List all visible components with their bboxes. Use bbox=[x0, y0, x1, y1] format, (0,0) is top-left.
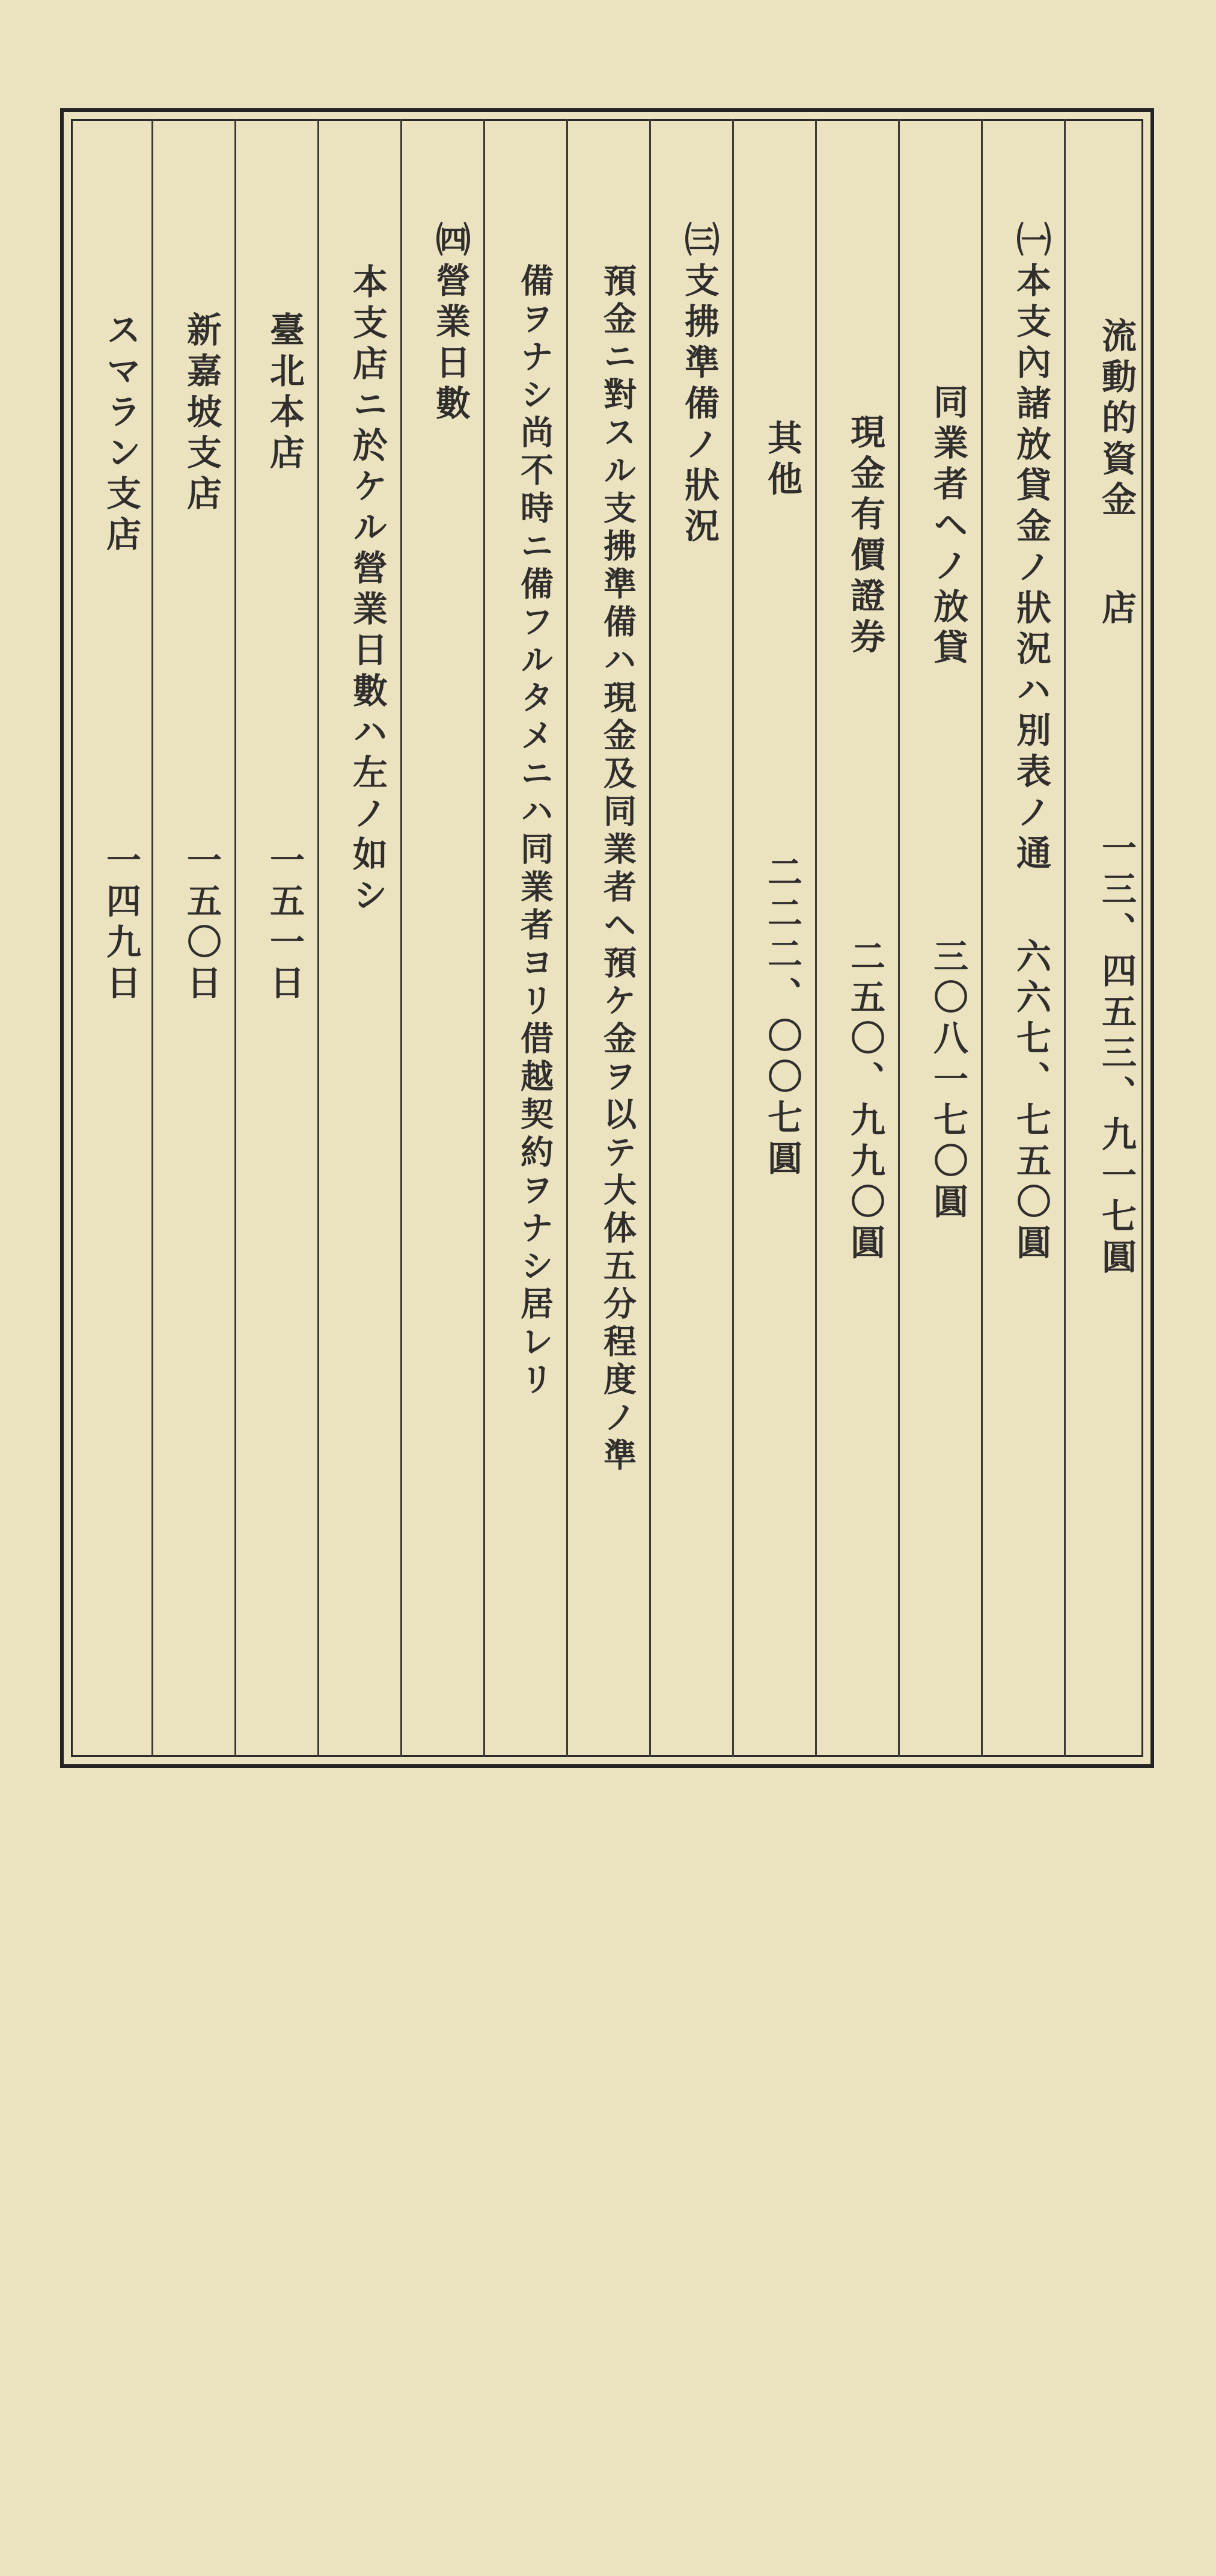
text-column bbox=[668, 119, 720, 1757]
column-label: 流動的資金 bbox=[1096, 317, 1137, 522]
amount: 二二二、〇〇七圓 bbox=[762, 854, 802, 1181]
amount: 三〇八一七〇圓 bbox=[927, 938, 968, 1224]
section-heading: ㈢支拂準備ノ狀況 bbox=[679, 221, 720, 548]
section-heading: ㈣營業日數 bbox=[430, 221, 471, 426]
column-label: 其他 bbox=[762, 420, 802, 501]
amount: 一三、四五三、九一七圓 bbox=[1096, 830, 1137, 1280]
amount-column bbox=[171, 842, 222, 2480]
days-count: 一五〇日 bbox=[181, 842, 222, 1005]
text-column bbox=[503, 119, 554, 1757]
column-extra: 店 bbox=[1096, 589, 1137, 630]
amount-column bbox=[90, 842, 141, 2480]
column-rule bbox=[400, 119, 402, 1757]
column-rule bbox=[732, 119, 734, 1757]
days-count: 一四九日 bbox=[100, 842, 141, 1005]
text-column bbox=[337, 119, 388, 1757]
column-label: 現金有價證券 bbox=[845, 414, 885, 659]
amount: 二五〇、九九〇圓 bbox=[845, 938, 885, 1265]
branch-name: 臺北本店 bbox=[264, 311, 305, 475]
days-count: 一五一日 bbox=[264, 842, 305, 1005]
text-column bbox=[420, 119, 471, 1757]
amount-column bbox=[1000, 938, 1051, 2576]
column-rule bbox=[815, 119, 817, 1757]
column-label: 同業者ヘノ放貸 bbox=[927, 384, 968, 670]
column-rule bbox=[898, 119, 900, 1757]
branch-name: スマラン支店 bbox=[100, 311, 141, 557]
text-column bbox=[585, 119, 637, 1757]
body-text: 本支店ニ於ケル營業日數ハ左ノ如シ bbox=[347, 263, 388, 918]
amount: 六六七、七五〇圓 bbox=[1010, 938, 1051, 1265]
column-rule bbox=[566, 119, 568, 1757]
column-label: ㈠本支內諸放貸金ノ狀況ハ別表ノ通 bbox=[1010, 221, 1051, 876]
column-rule bbox=[981, 119, 983, 1757]
column-rule bbox=[234, 119, 236, 1757]
column-rule bbox=[317, 119, 319, 1757]
column-rule bbox=[483, 119, 485, 1757]
amount-column bbox=[917, 938, 968, 2576]
amount-column bbox=[751, 854, 802, 2492]
column-rule bbox=[151, 119, 153, 1757]
amount-column bbox=[254, 842, 305, 2480]
column-rule bbox=[1064, 119, 1066, 1757]
body-text: 預金ニ對スル支拂準備ハ現金及同業者ヘ預ケ金ヲ以テ大体五分程度ノ準 bbox=[598, 263, 637, 1476]
branch-name: 新嘉坡支店 bbox=[181, 311, 222, 516]
amount-column bbox=[834, 938, 885, 2576]
column-rule bbox=[649, 119, 651, 1757]
amount-column bbox=[1080, 830, 1137, 2468]
body-text: 備ヲナシ尚不時ニ備フルタメニハ同業者ヨリ借越契約ヲナシ居レリ bbox=[515, 263, 554, 1400]
